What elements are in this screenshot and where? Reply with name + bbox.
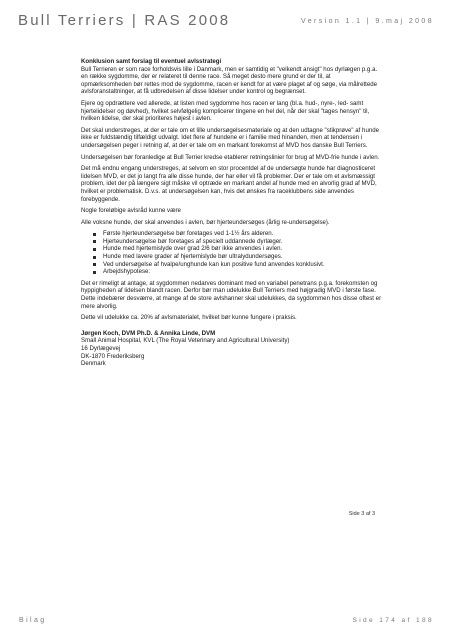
- list-item: Arbejdshypotese:: [93, 268, 383, 276]
- paragraph: Det må endnu engang understreges, at selvom en stor procentdel af de undersøgte hunde har diagnosticeret lidelsen MVD, er det jo langt fra alle disse hunde, der har eller vil få problemer. Der er tale om et avlsmæssigt problem, idet der på længere sigt måske vil optræde en markant andel af hunde med en alvorlig grad af MVD, hvilket er problematisk. D.v.s. at undersøgelsen kan, hvis det ønskes fra raceklubbens side anvendes forebyggende.: [81, 165, 377, 203]
- document-title: Bull Terriers | RAS 2008: [18, 12, 231, 29]
- footer-label: Bilag: [19, 617, 47, 624]
- paragraph: Dette vil udelukke ca. 20% af avlsmaterialet, hvilket bør kunne fungere i praksis.: [81, 314, 297, 322]
- address-line: Small Animal Hospital, KVL (The Royal Veterinary and Agricultural University): [81, 337, 290, 345]
- footer-page-number: Side 174 af 188: [352, 617, 434, 624]
- address-line: Denmark: [81, 360, 106, 368]
- author-names: Jørgen Koch, DVM Ph.D. & Annika Linde, DVM: [81, 329, 216, 337]
- list-item: Ved undersøgelse af hvalpe/unghunde kan kun positive fund anvendes konklusivt.: [93, 261, 383, 269]
- paragraph: Nogle foreløbige avlsråd kunne være: [81, 207, 181, 215]
- list-item: Hjerteundersøgelse bør foretages af specielt uddannede dyrlæger.: [93, 238, 383, 246]
- section-heading: Konklusion samt forslag til eventuel avlsstrategi: [81, 58, 222, 65]
- inner-page-number: Side 3 af 3: [348, 511, 375, 517]
- address-line: 16 Dyrlægevej: [81, 345, 121, 352]
- list-item: Første hjerteundersøgelse bør foretages ved 1-1½ års alderen.: [93, 230, 383, 238]
- paragraph: Undersøgelsen bør foranledige at Bull Terrier kredse etablerer retningslinier for brug af MVD-frie hunde i avlen.: [81, 153, 380, 161]
- signature-block: [81, 330, 383, 368]
- paragraph: Bull Terrieren er som race forholdsvis lille i Danmark, men er samtidig et "velkendt ansigt" hos dyrlægen p.g.a. en række sygdomme, der er relateret til denne race. Så meget desto mere grund er der til, at opmærksomheden bør rettes mod de sygdomme, racen er kendt for at være plaget af og søge, via målrettede avlsforanstaltninger, at få udbredelsen af disse lidelser under kontrol og begrænset.: [81, 65, 378, 96]
- list-item: Hunde med hjertemislyde over grad 2/6 bør ikke anvendes i avlen.: [93, 245, 383, 253]
- paragraph: Det skal understreges, at der er tale om et lille undersøgelsesmateriale og at den udtagne "stikprøve" af hunde ikke er fuldstændig tilfældigt udvalgt. Idet flere af hundene er i familie med hinanden, men at tendensen i undersøgelsen peger i retning af, at der er tale om en markant forekomst af MVD hos danske Bull Terriers.: [81, 126, 380, 149]
- address-line: DK-1870 Frederiksberg: [81, 352, 145, 360]
- paragraph: Det er rimeligt at antage, at sygdommen nedarves dominant med en variabel penetrans p.g.a. forekomsten og hyppigheden af lidelsen blandt racen. Derfor bør man udelukke Bull Terriers med højgradig MVD i første fase. Dette indebærer desværre, at mange af de store avlshanner skal udelukkes, da sygdommen hos disse oftest er mere alvorlig.: [81, 279, 382, 310]
- advice-list: [81, 230, 383, 276]
- document-body: [81, 58, 383, 368]
- paragraph: Alle voksne hunde, der skal anvendes i avlen, bør hjerteundersøges (årlig re-undersøgelse).: [81, 218, 330, 226]
- list-item: Hunde med lavere grader af hjertemislyde bør ultralydundersøges.: [93, 253, 383, 261]
- document-version: Version 1.1 | 9.maj 2008: [301, 18, 434, 25]
- paragraph: Ejere og opdrættere ved allerede, at listen med sygdomme hos racen er lang (bl.a. hud-, nyre-, led- samt hjertelidelser og døvhed), hvilket selvfølgelig komplicerer tingene en hel del, når der skal "tages hensyn" til, hvilken lidelse, der skal prioriteres højest i avlen.: [81, 99, 370, 123]
